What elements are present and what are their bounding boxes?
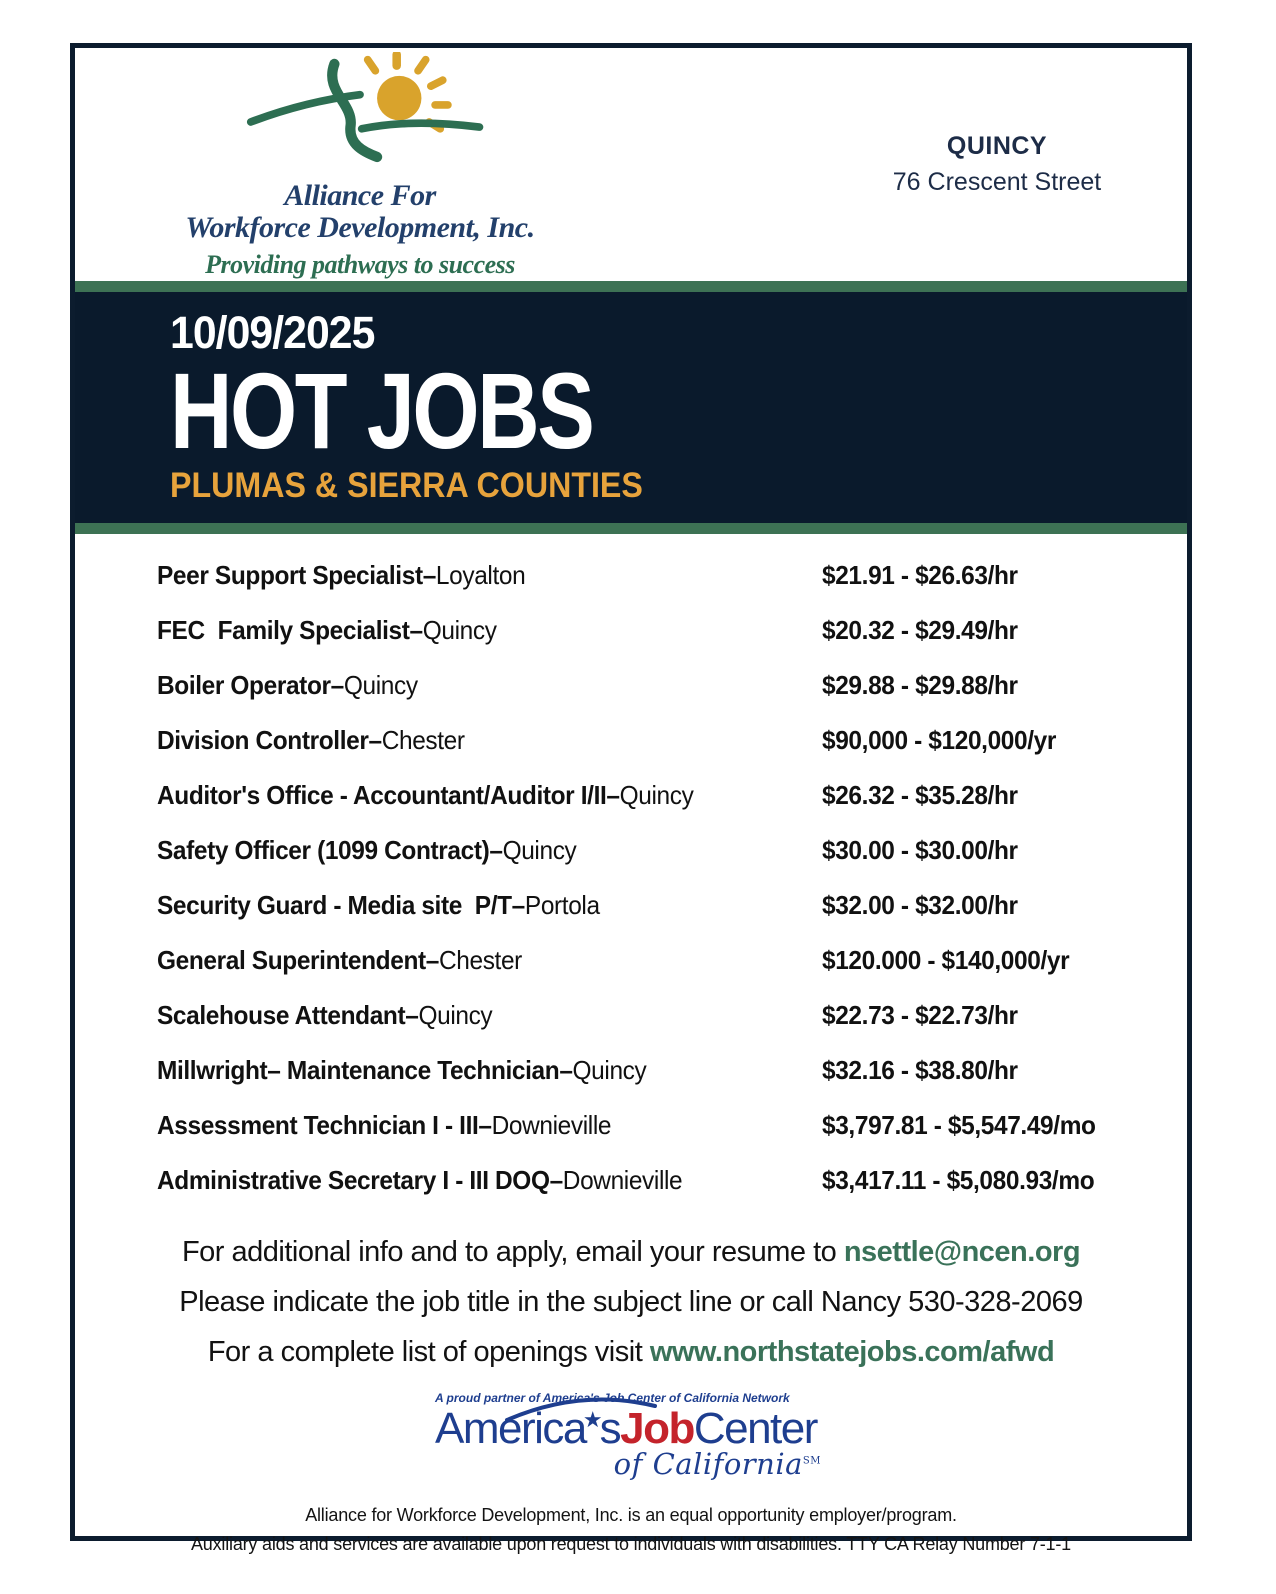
office-address: 76 Crescent Street bbox=[892, 168, 1102, 196]
job-pay: $30.00 - $30.00/hr bbox=[822, 835, 1018, 865]
ajc-word-center: Center bbox=[693, 1404, 817, 1454]
job-location: Quincy bbox=[572, 1055, 647, 1085]
job-location: Quincy bbox=[343, 670, 418, 700]
job-row bbox=[157, 890, 1187, 945]
page-frame bbox=[70, 43, 1192, 1554]
job-pay: $20.32 - $29.49/hr bbox=[822, 615, 1018, 645]
banner-date: 10/09/2025 bbox=[170, 307, 375, 358]
job-row bbox=[157, 835, 1187, 890]
green-bar-top bbox=[75, 281, 1187, 292]
jobs-list bbox=[75, 534, 1187, 1220]
header bbox=[75, 48, 1187, 281]
job-location: Chester bbox=[381, 725, 465, 755]
job-pay: $32.16 - $38.80/hr bbox=[822, 1055, 1018, 1085]
banner-subtitle: PLUMAS & SIERRA COUNTIES bbox=[170, 466, 643, 506]
job-title: Scalehouse Attendant– bbox=[157, 1000, 419, 1030]
afwd-logo bbox=[155, 52, 565, 280]
ajc-logo bbox=[435, 1391, 827, 1481]
contact-line-3 bbox=[75, 1335, 1187, 1370]
website-link[interactable]: www.northstatejobs.com/afwd bbox=[649, 1335, 1055, 1368]
org-name-line1: Alliance For bbox=[284, 179, 436, 212]
job-location: Quincy bbox=[619, 780, 694, 810]
job-pay: $32.00 - $32.00/hr bbox=[822, 890, 1018, 920]
job-pay: $21.91 - $26.63/hr bbox=[822, 560, 1018, 590]
office-location-block bbox=[817, 132, 1177, 197]
job-pay: $22.73 - $22.73/hr bbox=[822, 1000, 1018, 1030]
job-row bbox=[157, 1165, 1187, 1220]
contact-line-1 bbox=[75, 1235, 1187, 1270]
office-name: QUINCY bbox=[946, 132, 1048, 160]
ajc-word-america: America bbox=[435, 1404, 586, 1454]
ajc-wordmark bbox=[435, 1405, 827, 1453]
contact-line-1-text: For additional info and to apply, email your resume to bbox=[181, 1236, 844, 1268]
job-title: Peer Support Specialist– bbox=[157, 560, 436, 590]
disclaimer-line-1: Alliance for Workforce Development, Inc. is an equal opportunity employer/program. bbox=[305, 1504, 957, 1525]
job-pay: $26.32 - $35.28/hr bbox=[822, 780, 1018, 810]
contact-line-3-text: For a complete list of openings visit bbox=[207, 1335, 650, 1368]
disclaimer bbox=[75, 1505, 1187, 1555]
org-tagline: Providing pathways to success bbox=[205, 249, 515, 279]
ajc-partner-line: A proud partner of America's Job Center of California Network bbox=[435, 1391, 790, 1406]
job-pay: $120.000 - $140,000/yr bbox=[822, 945, 1070, 975]
job-pay: $29.88 - $29.88/hr bbox=[822, 670, 1018, 700]
hot-jobs-banner bbox=[75, 292, 1187, 523]
job-location: Chester bbox=[438, 945, 522, 975]
ajc-star-icon: ★ bbox=[582, 1407, 603, 1433]
job-row bbox=[157, 1000, 1187, 1055]
job-location: Downieville bbox=[491, 1110, 612, 1140]
job-row bbox=[157, 670, 1187, 725]
job-location: Quincy bbox=[422, 615, 497, 645]
job-location: Portola bbox=[524, 890, 600, 920]
job-row bbox=[157, 725, 1187, 780]
org-name-line2: Workforce Development, Inc. bbox=[185, 211, 535, 245]
job-row bbox=[157, 615, 1187, 670]
job-title: Assessment Technician I - III– bbox=[157, 1110, 492, 1140]
job-location: Downieville bbox=[562, 1165, 683, 1195]
job-title: Auditor's Office - Accountant/Auditor I/II– bbox=[157, 780, 620, 810]
apply-email-link[interactable]: nsettle@ncen.org bbox=[843, 1236, 1081, 1268]
green-bar-bottom bbox=[75, 523, 1187, 534]
job-location: Loyalton bbox=[435, 560, 526, 590]
job-title: Millwright– Maintenance Technician– bbox=[157, 1055, 573, 1085]
job-row bbox=[157, 780, 1187, 835]
job-pay: $3,417.11 - $5,080.93/mo bbox=[822, 1165, 1095, 1195]
disclaimer-line-2: Auxiliary aids and services are available upon request to individuals with disabilities. TTY CA Relay Number 7-1-1 bbox=[191, 1533, 1071, 1554]
job-location: Quincy bbox=[418, 1000, 493, 1030]
job-pay: $90,000 - $120,000/yr bbox=[822, 725, 1057, 755]
contact-section bbox=[75, 1235, 1187, 1369]
job-row bbox=[157, 1110, 1187, 1165]
ajc-word-s: s bbox=[599, 1404, 621, 1454]
banner-title: HOT JOBS bbox=[170, 349, 593, 471]
ajc-of-california-text: of California bbox=[613, 1446, 803, 1481]
job-title: Safety Officer (1099 Contract)– bbox=[157, 835, 503, 865]
job-location: Quincy bbox=[502, 835, 577, 865]
job-pay: $3,797.81 - $5,547.49/mo bbox=[822, 1110, 1096, 1140]
ajc-sm-mark: SM bbox=[802, 1455, 821, 1467]
job-title: Boiler Operator– bbox=[157, 670, 344, 700]
job-title: Security Guard - Media site P/T– bbox=[157, 890, 525, 920]
ajc-word-job: Job bbox=[620, 1404, 694, 1454]
job-title: FEC Family Specialist– bbox=[157, 615, 423, 645]
contact-line-2: Please indicate the job title in the subject line or call Nancy 530-328-2069 bbox=[179, 1285, 1083, 1318]
job-row bbox=[157, 560, 1187, 615]
job-row bbox=[157, 1055, 1187, 1110]
job-title: General Superintendent– bbox=[157, 945, 439, 975]
job-title: Division Controller– bbox=[157, 725, 382, 755]
sun-hills-logo-icon bbox=[225, 52, 495, 180]
job-title: Administrative Secretary I - III DOQ– bbox=[157, 1165, 563, 1195]
job-row bbox=[157, 945, 1187, 1000]
